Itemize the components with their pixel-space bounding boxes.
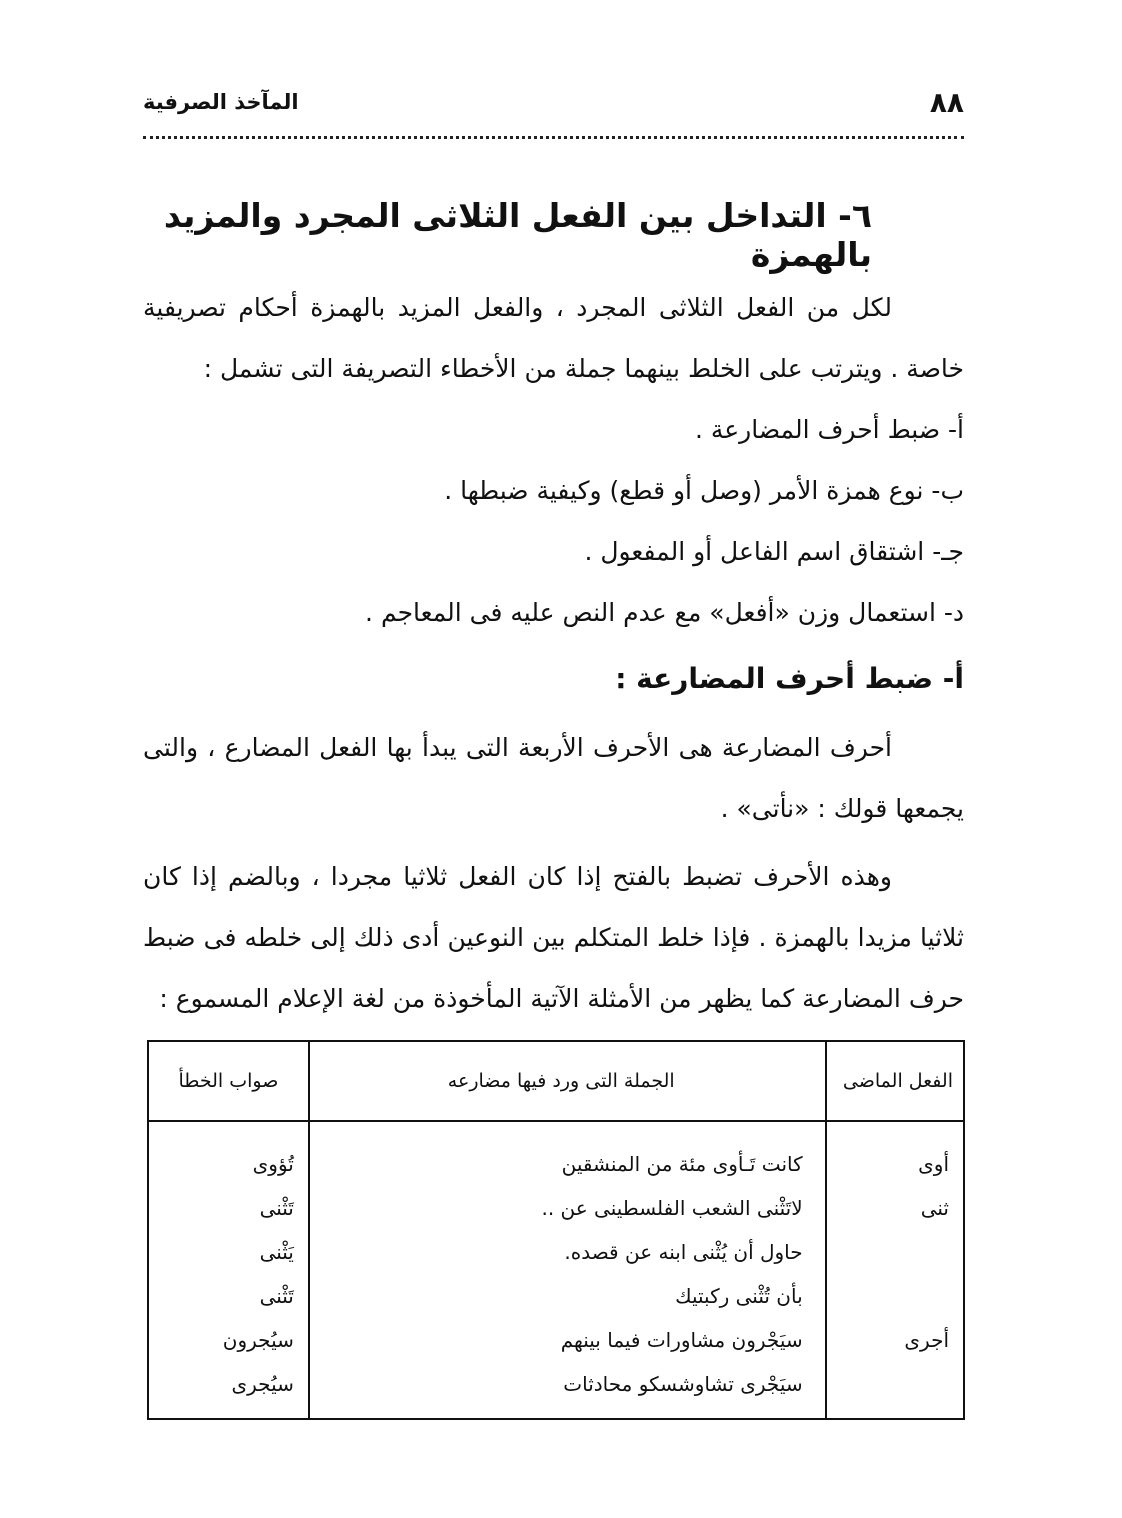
intro-text: لكل من الفعل الثلاثى المجرد ، والفعل المزيد بالهمزة أحكام تصريفية خاصة . ويترتب على الخلط بينهما جملة من الأخطاء التصريفة التى تشمل :	[143, 293, 964, 383]
list-item: أ- ضبط أحرف المضارعة .	[694, 415, 964, 444]
past-verb: أوى	[918, 1152, 949, 1176]
correction: سيُجرون	[222, 1328, 294, 1352]
example-sentence: سيَجْرون مشاورات فيما بينهم	[560, 1328, 803, 1352]
past-verb: أجرى	[904, 1328, 949, 1352]
running-head: المآخذ الصرفية	[143, 90, 299, 114]
past-verbs-column	[826, 1121, 964, 1419]
example-sentence: بأن تُثْنى ركبتيك	[675, 1284, 803, 1308]
example-sentence: كانت تَـأوى مئة من المنشقين	[561, 1152, 803, 1176]
correction: سيُجرى	[231, 1372, 294, 1396]
example-sentence: سيَجْرى تشاوشسكو محادثات	[563, 1372, 803, 1396]
header-correction: صواب الخطأ	[148, 1041, 309, 1121]
past-verb	[841, 1274, 949, 1318]
error-types-list	[143, 399, 964, 643]
correction: تُؤوى	[252, 1152, 294, 1176]
list-item: ب- نوع همزة الأمر (وصل أو قطع) وكيفية ضبطها .	[444, 476, 964, 505]
paragraph-text: وهذه الأحرف تضبط بالفتح إذا كان الفعل ثلاثيا مجردا ، وبالضم إذا كان ثلاثيا مزيدا بالهمزة . فإذا خلط المتكلم بين النوعين أدى ذلك إلى خلطه فى ضبط حرف المضارعة كما يظهر من الأمثلة الآتية المأخوذة من لغة الإعلام المسموع :	[143, 862, 964, 1013]
examples-table	[147, 1040, 965, 1420]
paragraph-text: أحرف المضارعة هى الأحرف الأربعة التى يبدأ بها الفعل المضارع ، والتى يجمعها قولك : «نأتى» .	[143, 733, 964, 823]
page-header	[143, 82, 964, 132]
correction: تَثْنى	[259, 1196, 294, 1220]
correction: تَثْنى	[259, 1284, 294, 1308]
header-past-verb: الفعل الماضى	[826, 1041, 964, 1121]
paragraph-definition	[143, 717, 964, 839]
list-item: جـ- اشتقاق اسم الفاعل أو المفعول .	[584, 537, 964, 566]
header-sentence: الجملة التى ورد فيها مضارعه	[309, 1041, 826, 1121]
table-header-row	[148, 1041, 964, 1121]
example-sentence: حاول أن يُثْنى ابنه عن قصده.	[564, 1240, 803, 1264]
table-body-row	[148, 1121, 964, 1419]
list-item: د- استعمال وزن «أفعل» مع عدم النص عليه فى المعاجم .	[365, 598, 964, 627]
paragraph-explanation	[143, 846, 964, 1029]
example-sentence: لاتَثْنى الشعب الفلسطينى عن ..	[541, 1196, 803, 1220]
sentences-column	[309, 1121, 826, 1419]
correction: يَثْنى	[259, 1240, 294, 1264]
intro-paragraph	[143, 277, 964, 399]
header-divider	[143, 136, 964, 139]
corrections-column	[148, 1121, 309, 1419]
past-verb	[841, 1230, 949, 1274]
subsection-heading: أ- ضبط أحرف المضارعة :	[615, 662, 964, 695]
past-verb	[841, 1362, 949, 1406]
section-title: ٦- التداخل بين الفعل الثلاثى المجرد والمزيد بالهمزة	[163, 196, 872, 274]
page-number: ٨٨	[929, 86, 964, 119]
past-verb: ثنى	[920, 1196, 949, 1220]
